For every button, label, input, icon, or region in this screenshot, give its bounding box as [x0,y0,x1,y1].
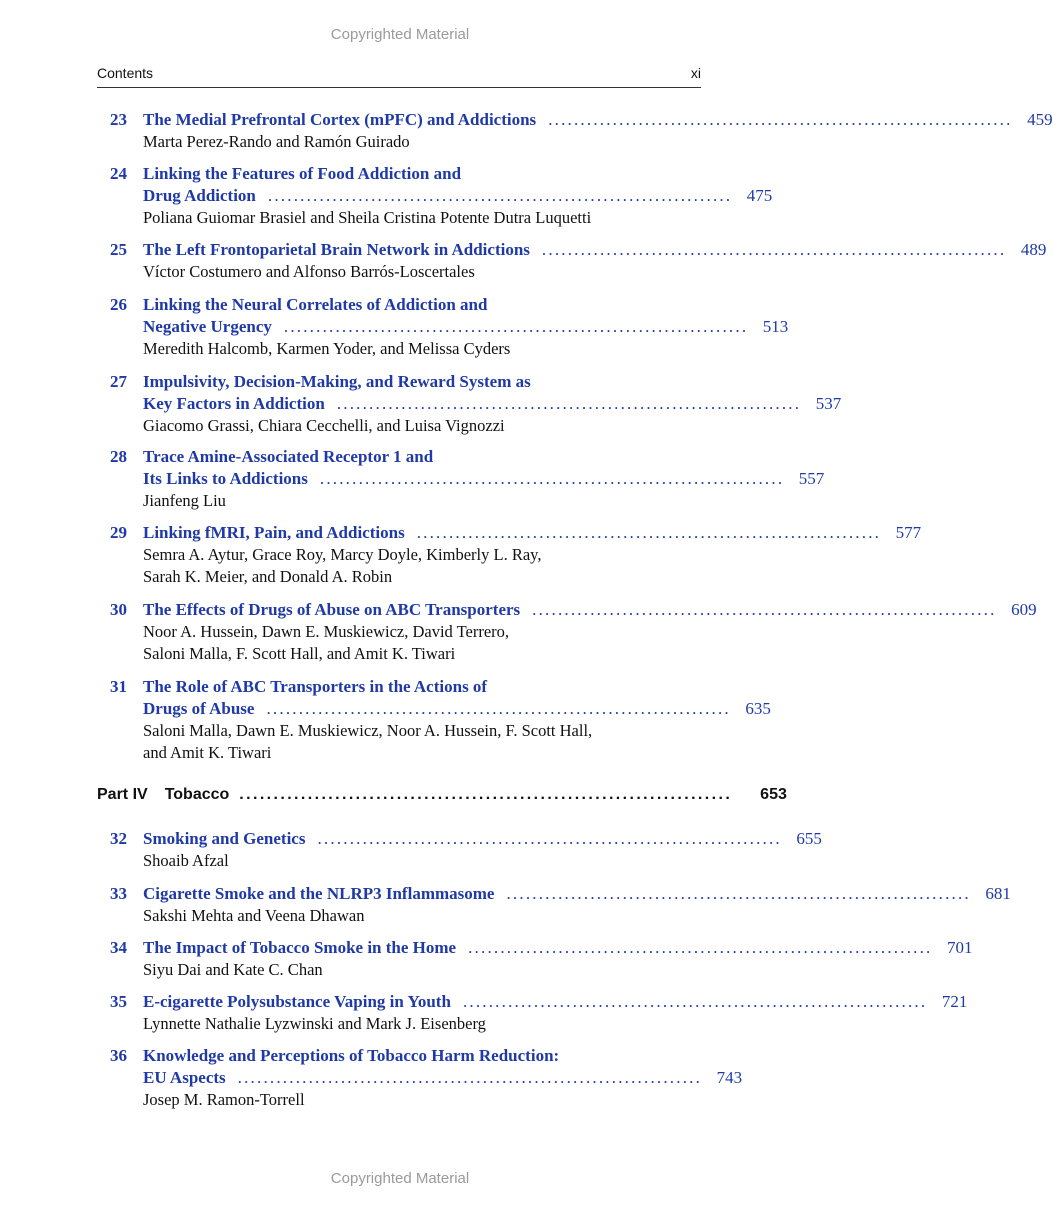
chapter-title-text: Knowledge and Perceptions of Tobacco Harm Reduction: [143,1046,560,1065]
header-section-title: Contents [97,65,154,81]
chapter-title-line[interactable] [143,991,968,1013]
chapter-body [143,294,789,360]
chapter-title-line[interactable] [143,163,703,185]
part-title: Tobacco [164,786,230,803]
chapter-body [143,937,973,981]
chapter-body [143,1045,743,1111]
chapter-number: 36 [110,1046,127,1065]
chapter-authors: Semra A. Aytur, Grace Roy, Marcy Doyle, Kimberly L. Ray, [143,545,542,564]
chapter-title-text: Key Factors in Addiction [143,394,325,413]
chapter-title-text: Trace Amine-Associated Receptor 1 and [143,447,434,466]
running-header [97,63,701,88]
part-dot-leader: ........................................................................ [239,786,733,803]
chapter-authors: Víctor Costumero and Alfonso Barrós-Loscertales [143,262,475,281]
chapter-number: 35 [110,992,127,1011]
chapter-title-text: The Medial Prefrontal Cortex (mPFC) and Addictions [143,110,537,129]
chapter-number: 27 [110,372,127,391]
chapter-number: 25 [110,240,127,259]
dot-leader: ........................................................................ [548,110,1013,129]
chapter-title-text: Cigarette Smoke and the NLRP3 Inflammasome [143,884,495,903]
chapter-title-text: Drug Addiction [143,186,256,205]
chapter-title-line[interactable] [143,371,703,393]
chapter-page-number: 635 [745,699,771,718]
chapter-title-line[interactable] [143,1067,743,1089]
chapter-title-text: The Left Frontoparietal Brain Network in Addictions [143,240,530,259]
chapter-body [143,991,968,1035]
chapter-authors: Siyu Dai and Kate C. Chan [143,960,323,979]
part-page-number: 653 [760,786,787,803]
chapter-title-line[interactable] [143,883,1011,905]
chapter-title-line[interactable] [143,393,842,415]
chapter-authors: Meredith Halcomb, Karmen Yoder, and Melissa Cyders [143,339,511,358]
chapter-title-line[interactable] [143,599,1037,621]
dot-leader: ........................................................................ [468,938,933,957]
chapter-number: 23 [110,110,127,129]
chapter-title-line[interactable] [143,828,822,850]
chapter-authors: Sarah K. Meier, and Donald A. Robin [143,567,393,586]
chapter-page-number: 701 [947,938,973,957]
part-label: Part IV [97,786,148,803]
chapter-title-line[interactable] [143,446,703,468]
chapter-number: 32 [110,829,127,848]
chapter-title-text: Linking the Features of Food Addiction and [143,164,462,183]
chapter-authors: Marta Perez-Rando and Ramón Guirado [143,132,410,151]
copyright-watermark-bottom: Copyrighted Material [330,1170,470,1187]
chapter-title-line[interactable] [143,109,1053,131]
chapter-number: 28 [110,447,127,466]
dot-leader: ........................................................................ [506,884,971,903]
copyright-watermark-top: Copyrighted Material [330,26,470,43]
chapter-authors: Saloni Malla, F. Scott Hall, and Amit K. Tiwari [143,644,456,663]
chapter-page-number: 475 [746,186,773,205]
chapter-authors: Noor A. Hussein, Dawn E. Muskiewicz, David Terrero, [143,622,510,641]
chapter-authors: Poliana Guiomar Brasiel and Sheila Cristina Potente Dutra Luquetti [143,208,592,227]
dot-leader: ........................................................................ [267,186,733,205]
chapter-title-line[interactable] [143,698,771,720]
chapter-page-number: 513 [762,317,789,336]
dot-leader: ........................................................................ [541,240,1007,259]
chapter-body [143,446,825,512]
chapter-body [143,828,822,872]
chapter-title-text: The Role of ABC Transporters in the Actions of [143,677,488,696]
chapter-title-text: Smoking and Genetics [143,829,306,848]
chapter-title-line[interactable] [143,239,1047,261]
dot-leader: ........................................................................ [532,600,997,619]
chapter-title-line[interactable] [143,522,922,544]
chapter-page-number: 681 [985,884,1011,903]
chapter-title-line[interactable] [143,676,703,698]
chapter-title-text: E-cigarette Polysubstance Vaping in Youth [143,992,451,1011]
chapter-title-line[interactable] [143,1045,703,1067]
chapter-body [143,599,1037,665]
chapter-number: 33 [110,884,127,903]
chapter-page-number: 489 [1020,240,1047,259]
chapter-number: 34 [110,938,127,957]
chapter-authors: Jianfeng Liu [143,491,226,510]
chapter-title-text: Linking the Neural Correlates of Addiction and [143,295,488,314]
header-page-number: xi [690,65,701,81]
chapter-page-number: 537 [815,394,842,413]
chapter-title-text: Drugs of Abuse [143,699,255,718]
chapter-body [143,163,773,229]
chapter-page-number: 743 [716,1068,743,1087]
chapter-page-number: 557 [798,469,825,488]
chapter-body [143,371,842,437]
chapter-number: 26 [110,295,127,314]
chapter-page-number: 721 [941,992,968,1011]
chapter-authors: Sakshi Mehta and Veena Dhawan [143,906,365,925]
chapter-title-line[interactable] [143,316,789,338]
chapter-authors: Giacomo Grassi, Chiara Cecchelli, and Luisa Vignozzi [143,416,505,435]
chapter-title-text: The Impact of Tobacco Smoke in the Home [143,938,457,957]
chapter-body [143,676,771,764]
chapter-title-text: Negative Urgency [143,317,272,336]
chapter-number: 24 [110,164,127,183]
dot-leader: ........................................................................ [317,829,782,848]
chapter-page-number: 577 [895,523,922,542]
chapter-page-number: 655 [796,829,822,848]
dot-leader: ........................................................................ [462,992,928,1011]
chapter-authors: Shoaib Afzal [143,851,229,870]
dot-leader: ........................................................................ [336,394,802,413]
chapter-title-text: The Effects of Drugs of Abuse on ABC Transporters [143,600,521,619]
chapter-page-number: 459 [1027,110,1053,129]
chapter-authors: and Amit K. Tiwari [143,743,272,762]
chapter-body [143,109,1053,153]
chapter-number: 31 [110,677,127,696]
chapter-title-line[interactable] [143,185,773,207]
chapter-authors: Josep M. Ramon-Torrell [143,1090,305,1109]
dot-leader: ........................................................................ [237,1068,703,1087]
dot-leader: ........................................................................ [416,523,882,542]
chapter-title-line[interactable] [143,294,703,316]
chapter-body [143,522,922,588]
chapter-number: 30 [110,600,127,619]
chapter-authors: Saloni Malla, Dawn E. Muskiewicz, Noor A. Hussein, F. Scott Hall, [143,721,593,740]
chapter-body [143,239,1047,283]
dot-leader: ........................................................................ [266,699,731,718]
chapter-page-number: 609 [1011,600,1037,619]
part-heading[interactable] [97,784,787,806]
dot-leader: ........................................................................ [283,317,749,336]
chapter-title-text: Its Links to Addictions [143,469,308,488]
chapter-title-text: Linking fMRI, Pain, and Addictions [143,523,405,542]
chapter-title-line[interactable] [143,468,825,490]
chapter-authors: Lynnette Nathalie Lyzwinski and Mark J. Eisenberg [143,1014,486,1033]
chapter-title-text: Impulsivity, Decision-Making, and Reward System as [143,372,531,391]
chapter-number: 29 [110,523,127,542]
chapter-title-line[interactable] [143,937,973,959]
chapter-title-text: EU Aspects [143,1068,226,1087]
chapter-body [143,883,1011,927]
dot-leader: ........................................................................ [319,469,785,488]
